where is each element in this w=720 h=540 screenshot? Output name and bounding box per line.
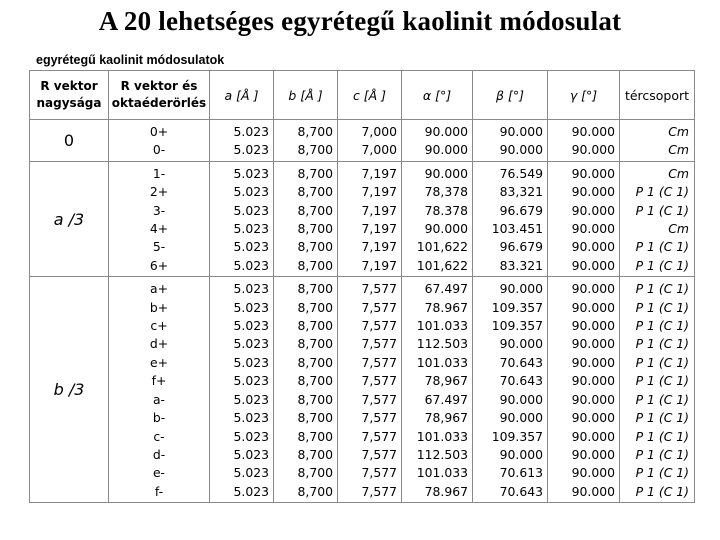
cell-b: 8,700 xyxy=(297,184,333,200)
cell-gamma-column xyxy=(548,277,620,503)
header-row xyxy=(30,71,695,120)
cell-beta-column xyxy=(473,120,548,162)
cell-c: 7,197 xyxy=(361,239,397,255)
header-rorient xyxy=(109,71,210,120)
cell-a: 5.023 xyxy=(233,428,269,444)
cell-a: 5.023 xyxy=(233,239,269,255)
cell-space-group: Cm xyxy=(668,221,689,237)
header-space-group: tércsoport xyxy=(620,71,695,120)
cell-gamma: 90.000 xyxy=(571,428,615,444)
rvec-cell xyxy=(30,161,109,276)
cell-label: 6+ xyxy=(149,257,169,273)
cell-label: b- xyxy=(152,410,166,426)
cell-beta-column xyxy=(473,277,548,503)
cell-a: 5.023 xyxy=(233,354,269,370)
cell-c: 7,197 xyxy=(361,221,397,237)
cell-c-column xyxy=(338,161,402,276)
cell-label-column xyxy=(109,161,210,276)
cell-c: 7,577 xyxy=(361,465,397,481)
cell-label: b+ xyxy=(149,299,169,315)
cell-alpha: 67.497 xyxy=(424,391,468,407)
cell-space-group: P 1 (C 1) xyxy=(635,483,689,499)
slide-title: A 20 lehetséges egyrétegű kaolinit módosulat xyxy=(98,6,622,36)
cell-label: c+ xyxy=(150,318,168,334)
cell-space-group: P 1 (C 1) xyxy=(635,446,689,462)
header-beta: β [°] xyxy=(473,71,548,120)
cell-b: 8,700 xyxy=(297,239,333,255)
cell-beta: 103.451 xyxy=(491,221,543,237)
cell-alpha: 67.497 xyxy=(424,281,468,297)
cell-gamma: 90.000 xyxy=(571,239,615,255)
cell-beta: 109.357 xyxy=(491,318,543,334)
cell-c: 7,577 xyxy=(361,336,397,352)
cell-a: 5.023 xyxy=(233,391,269,407)
header-rorient-line1: R vektor és xyxy=(120,79,198,93)
cell-c-column xyxy=(338,277,402,503)
table-group-row xyxy=(30,277,695,503)
cell-label: 2+ xyxy=(149,184,169,200)
rvec-value: 0 xyxy=(63,130,75,150)
cell-space-group-column xyxy=(620,120,695,162)
cell-b: 8,700 xyxy=(297,257,333,273)
cell-gamma: 90.000 xyxy=(571,354,615,370)
cell-c: 7,197 xyxy=(361,165,397,181)
header-b: b [Å ] xyxy=(274,71,338,120)
cell-b: 8,700 xyxy=(297,446,333,462)
cell-label: 1- xyxy=(152,165,166,181)
cell-beta: 90.000 xyxy=(499,410,543,426)
cell-label: e+ xyxy=(149,354,168,370)
cell-b: 8,700 xyxy=(297,318,333,334)
cell-c: 7,577 xyxy=(361,281,397,297)
cell-label: e- xyxy=(152,465,166,481)
cell-a: 5.023 xyxy=(233,465,269,481)
cell-gamma-column xyxy=(548,120,620,162)
cell-c: 7,000 xyxy=(361,124,397,139)
cell-c: 7,577 xyxy=(361,391,397,407)
cell-label: 0+ xyxy=(149,124,169,139)
rvec-value: a /3 xyxy=(53,209,85,229)
header-alpha: α [°] xyxy=(402,71,473,120)
cell-b-column xyxy=(274,161,338,276)
cell-a: 5.023 xyxy=(233,124,269,139)
cell-gamma: 90.000 xyxy=(571,465,615,481)
cell-space-group: P 1 (C 1) xyxy=(635,239,689,255)
cell-alpha: 78.967 xyxy=(424,483,468,499)
cell-b: 8,700 xyxy=(297,202,333,218)
cell-beta: 96.679 xyxy=(499,239,543,255)
cell-label: d- xyxy=(152,446,166,462)
cell-space-group: P 1 (C 1) xyxy=(635,318,689,334)
rvec-value: b /3 xyxy=(53,380,85,400)
cell-gamma: 90.000 xyxy=(571,483,615,499)
cell-alpha: 101,622 xyxy=(416,257,468,273)
cell-alpha-column xyxy=(402,277,473,503)
cell-gamma: 90.000 xyxy=(571,446,615,462)
cell-beta: 90.000 xyxy=(499,391,543,407)
cell-beta: 70.643 xyxy=(499,354,543,370)
cell-label: a+ xyxy=(150,281,168,297)
cell-a: 5.023 xyxy=(233,336,269,352)
cell-alpha: 90.000 xyxy=(424,142,468,158)
cell-b: 8,700 xyxy=(297,391,333,407)
cell-alpha: 101.033 xyxy=(416,354,468,370)
cell-label: 4+ xyxy=(149,221,169,237)
cell-a-column xyxy=(210,277,274,503)
cell-a: 5.023 xyxy=(233,318,269,334)
cell-space-group: P 1 (C 1) xyxy=(635,373,689,389)
cell-alpha: 112.503 xyxy=(416,336,468,352)
cell-a: 5.023 xyxy=(233,483,269,499)
cell-a: 5.023 xyxy=(233,202,269,218)
cell-label: f- xyxy=(154,483,164,499)
cell-a-column xyxy=(210,161,274,276)
cell-b: 8,700 xyxy=(297,336,333,352)
cell-space-group: P 1 (C 1) xyxy=(635,465,689,481)
cell-beta: 109.357 xyxy=(491,299,543,315)
cell-alpha: 101,622 xyxy=(416,239,468,255)
cell-space-group: P 1 (C 1) xyxy=(635,184,689,200)
cell-beta: 90.000 xyxy=(499,446,543,462)
rvec-cell xyxy=(30,120,109,162)
cell-b: 8,700 xyxy=(297,483,333,499)
cell-alpha: 90.000 xyxy=(424,221,468,237)
cell-gamma: 90.000 xyxy=(571,202,615,218)
cell-b: 8,700 xyxy=(297,281,333,297)
cell-a: 5.023 xyxy=(233,165,269,181)
cell-space-group: P 1 (C 1) xyxy=(635,410,689,426)
cell-space-group-column xyxy=(620,161,695,276)
cell-alpha-column xyxy=(402,161,473,276)
cell-a: 5.023 xyxy=(233,373,269,389)
cell-c: 7,577 xyxy=(361,446,397,462)
cell-space-group: P 1 (C 1) xyxy=(635,281,689,297)
cell-alpha: 78.967 xyxy=(424,299,468,315)
cell-space-group: P 1 (C 1) xyxy=(635,428,689,444)
cell-space-group: P 1 (C 1) xyxy=(635,336,689,352)
cell-label: d+ xyxy=(149,336,169,352)
cell-beta: 90.000 xyxy=(499,142,543,158)
cell-label-column xyxy=(109,120,210,162)
cell-beta: 96.679 xyxy=(499,202,543,218)
cell-space-group: Cm xyxy=(668,124,689,139)
cell-a: 5.023 xyxy=(233,221,269,237)
table-caption: egyrétegű kaolinit módosulatok xyxy=(36,53,225,67)
cell-b: 8,700 xyxy=(297,410,333,426)
cell-alpha: 78.378 xyxy=(424,202,468,218)
cell-alpha: 78,378 xyxy=(424,184,468,200)
cell-b: 8,700 xyxy=(297,142,333,158)
cell-a: 5.023 xyxy=(233,410,269,426)
cell-alpha-column xyxy=(402,120,473,162)
cell-gamma: 90.000 xyxy=(571,124,615,139)
cell-beta: 70.643 xyxy=(499,483,543,499)
cell-gamma: 90.000 xyxy=(571,165,615,181)
header-c: c [Å ] xyxy=(338,71,402,120)
cell-space-group: Cm xyxy=(668,165,689,181)
cell-label: 5- xyxy=(152,239,166,255)
cell-c: 7,197 xyxy=(361,257,397,273)
cell-c: 7,000 xyxy=(361,142,397,158)
cell-alpha: 78,967 xyxy=(424,410,468,426)
cell-b: 8,700 xyxy=(297,299,333,315)
cell-a: 5.023 xyxy=(233,446,269,462)
cell-c: 7,197 xyxy=(361,184,397,200)
cell-label: 3- xyxy=(152,202,166,218)
cell-c: 7,577 xyxy=(361,428,397,444)
cell-alpha: 101.033 xyxy=(416,428,468,444)
cell-b-column xyxy=(274,120,338,162)
cell-b: 8,700 xyxy=(297,165,333,181)
cell-gamma-column xyxy=(548,161,620,276)
cell-alpha: 101.033 xyxy=(416,318,468,334)
cell-a: 5.023 xyxy=(233,281,269,297)
cell-alpha: 112.503 xyxy=(416,446,468,462)
cell-beta: 90.000 xyxy=(499,336,543,352)
cell-space-group: P 1 (C 1) xyxy=(635,299,689,315)
cell-space-group: P 1 (C 1) xyxy=(635,257,689,273)
cell-alpha: 90.000 xyxy=(424,165,468,181)
cell-a-column xyxy=(210,120,274,162)
header-rvec-line1: R vektor xyxy=(40,79,98,93)
table-group-row xyxy=(30,120,695,162)
cell-space-group: P 1 (C 1) xyxy=(635,391,689,407)
table-group-row xyxy=(30,161,695,276)
cell-beta: 90.000 xyxy=(499,124,543,139)
cell-alpha: 90.000 xyxy=(424,124,468,139)
cell-c: 7,577 xyxy=(361,318,397,334)
header-rvec-line2: nagysága xyxy=(36,96,102,110)
cell-gamma: 90.000 xyxy=(571,221,615,237)
cell-gamma: 90.000 xyxy=(571,391,615,407)
cell-c: 7,577 xyxy=(361,354,397,370)
cell-b: 8,700 xyxy=(297,124,333,139)
cell-label: 0- xyxy=(152,142,166,158)
cell-gamma: 90.000 xyxy=(571,299,615,315)
header-rvec xyxy=(30,71,109,120)
cell-c-column xyxy=(338,120,402,162)
cell-alpha: 78,967 xyxy=(424,373,468,389)
cell-beta: 76.549 xyxy=(499,165,543,181)
cell-gamma: 90.000 xyxy=(571,410,615,426)
cell-gamma: 90.000 xyxy=(571,257,615,273)
cell-gamma: 90.000 xyxy=(571,184,615,200)
cell-c: 7,577 xyxy=(361,373,397,389)
cell-c: 7,577 xyxy=(361,483,397,499)
cell-gamma: 90.000 xyxy=(571,336,615,352)
cell-beta: 83.321 xyxy=(499,257,543,273)
cell-beta: 109.357 xyxy=(491,428,543,444)
cell-b: 8,700 xyxy=(297,465,333,481)
cell-label: f+ xyxy=(151,373,167,389)
header-rorient-line2: oktaéderörlés xyxy=(111,96,207,110)
cell-a: 5.023 xyxy=(233,257,269,273)
cell-c: 7,577 xyxy=(361,299,397,315)
cell-gamma: 90.000 xyxy=(571,142,615,158)
cell-space-group: P 1 (C 1) xyxy=(635,354,689,370)
cell-alpha: 101.033 xyxy=(416,465,468,481)
cell-gamma: 90.000 xyxy=(571,281,615,297)
cell-beta: 70.613 xyxy=(499,465,543,481)
cell-gamma: 90.000 xyxy=(571,373,615,389)
table-body xyxy=(30,120,695,503)
cell-label: a- xyxy=(152,391,166,407)
cell-space-group: P 1 (C 1) xyxy=(635,202,689,218)
cell-beta-column xyxy=(473,161,548,276)
cell-b: 8,700 xyxy=(297,354,333,370)
cell-label: c- xyxy=(153,428,165,444)
cell-b-column xyxy=(274,277,338,503)
cell-c: 7,577 xyxy=(361,410,397,426)
cell-a: 5.023 xyxy=(233,142,269,158)
cell-beta: 90.000 xyxy=(499,281,543,297)
cell-a: 5.023 xyxy=(233,299,269,315)
cell-label-column xyxy=(109,277,210,503)
header-a: a [Å ] xyxy=(210,71,274,120)
cell-a: 5.023 xyxy=(233,184,269,200)
cell-beta: 83,321 xyxy=(499,184,543,200)
cell-b: 8,700 xyxy=(297,428,333,444)
cell-gamma: 90.000 xyxy=(571,318,615,334)
cell-c: 7,197 xyxy=(361,202,397,218)
kaolinit-table xyxy=(29,70,695,503)
header-gamma: γ [°] xyxy=(548,71,620,120)
cell-b: 8,700 xyxy=(297,221,333,237)
cell-space-group-column xyxy=(620,277,695,503)
cell-beta: 70.643 xyxy=(499,373,543,389)
cell-space-group: Cm xyxy=(668,142,689,158)
rvec-cell xyxy=(30,277,109,503)
cell-b: 8,700 xyxy=(297,373,333,389)
